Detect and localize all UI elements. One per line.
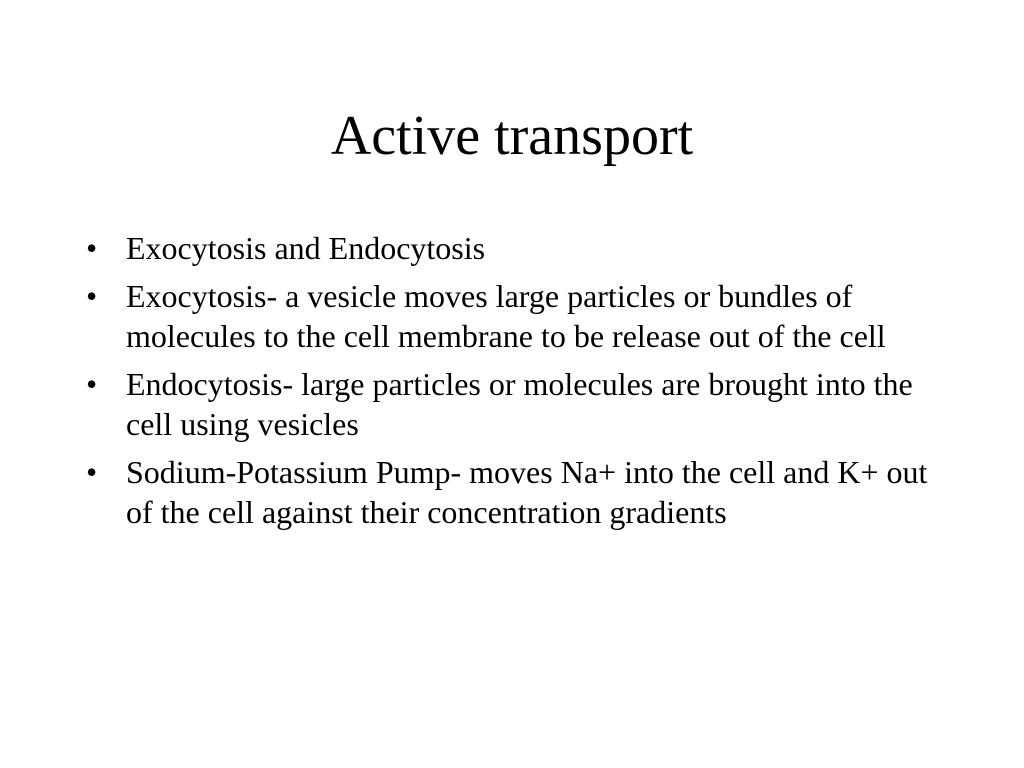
bullet-dot-icon: •	[86, 454, 98, 490]
slide-title: Active transport	[330, 105, 694, 167]
bullet-list	[86, 228, 956, 540]
bullet-dot-icon: •	[86, 366, 98, 402]
bullet-dot-icon: •	[86, 278, 98, 314]
bullet-item-sodium-potassium-pump	[86, 452, 956, 532]
bullet-text: Exocytosis and Endocytosis	[126, 230, 486, 266]
bullet-text: Endocytosis- large particles or molecules are brought into the cell using vesicles	[126, 366, 913, 442]
bullet-text: Exocytosis- a vesicle moves large particles or bundles of molecules to the cell membrane to be release out of the cell	[126, 278, 886, 354]
bullet-dot-icon: •	[86, 230, 98, 266]
bullet-item-exocytosis-endocytosis	[86, 228, 956, 268]
bullet-item-exocytosis	[86, 276, 956, 356]
bullet-item-endocytosis	[86, 364, 956, 444]
bullet-text: Sodium-Potassium Pump- moves Na+ into the cell and K+ out of the cell against their concentration gradients	[126, 454, 928, 530]
